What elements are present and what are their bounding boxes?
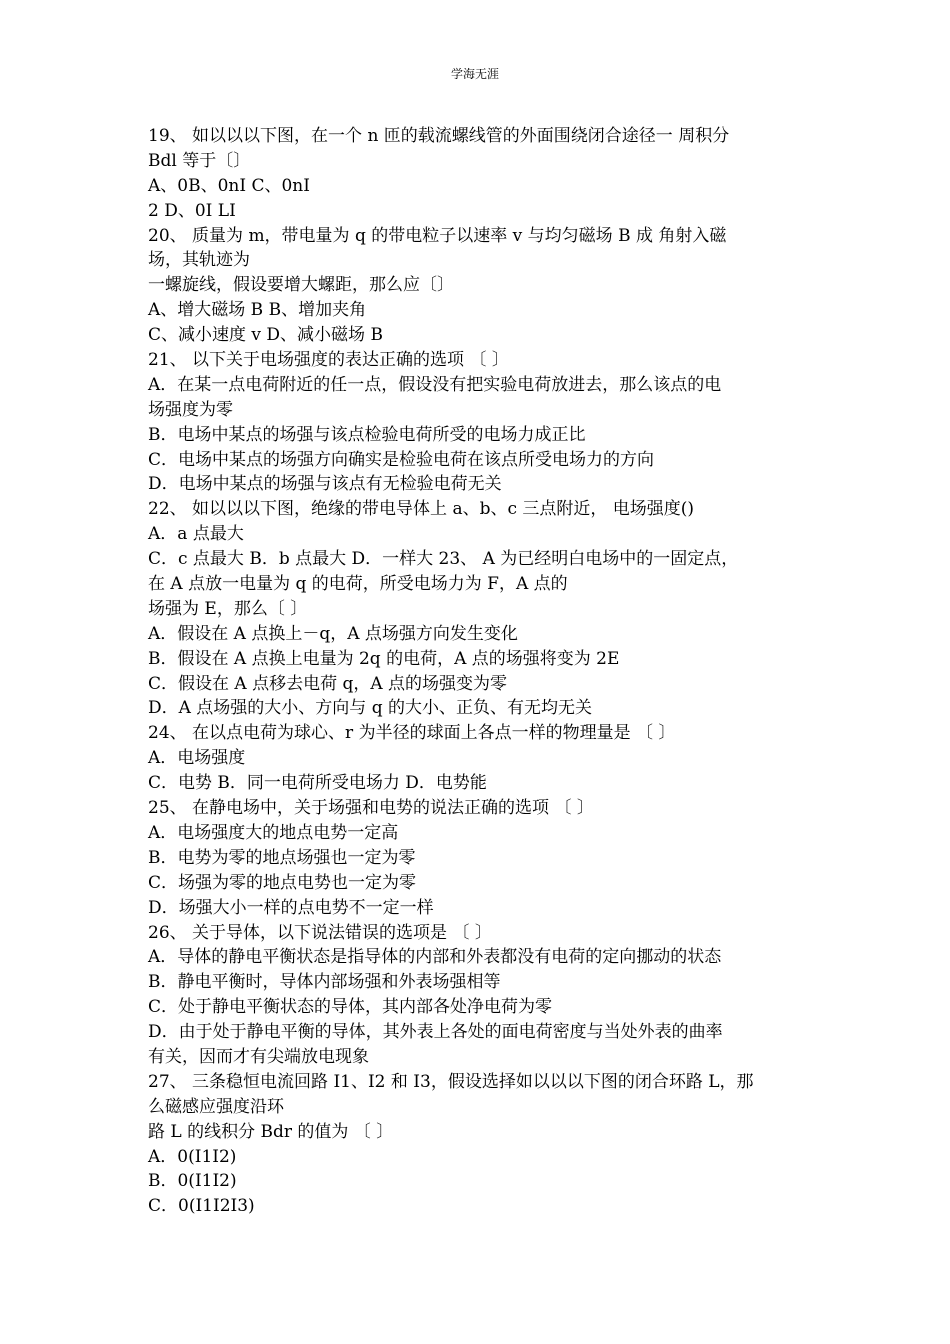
text-line: 么磁感应强度沿环	[148, 1096, 284, 1117]
text-line: 26、 关于导体，以下说法错误的选项是 〔 〕	[148, 922, 492, 943]
text-line: A、增大磁场 B B、增加夹角	[148, 300, 367, 321]
text-line: 25、 在静电场中，关于场强和电势的说法正确的选项 〔 〕	[148, 798, 594, 819]
text-line: C．电势 B．同一电荷所受电场力 D．电势能	[148, 773, 487, 794]
text-line: A．电场强度大的地点电势一定高	[148, 822, 399, 843]
text-line: Bdl 等于〔〕	[148, 150, 251, 171]
text-line: C、减小速度 v D、减小磁场 B	[148, 325, 383, 346]
text-line: 24、 在以点电荷为球心、r 为半径的球面上各点一样的物理量是 〔 〕	[148, 723, 676, 744]
text-line: D．由于处于静电平衡的导体，其外表上各处的面电荷密度与当处外表的曲率	[148, 1022, 723, 1043]
text-line: C．电场中某点的场强方向确实是检验电荷在该点所受电场力的方向	[148, 449, 655, 470]
text-line: D．A 点场强的大小、方向与 q 的大小、正负、有无均无关	[148, 698, 592, 719]
text-line: B．静电平衡时，导体内部场强和外表场强相等	[148, 972, 501, 993]
text-line: 场强度为零	[148, 399, 233, 420]
text-line: D．场强大小一样的点电势不一定一样	[148, 897, 434, 918]
text-line: B．0(I1I2)	[148, 1171, 237, 1192]
text-line: A．0(I1I2)	[148, 1146, 237, 1167]
text-line: D．电场中某点的场强与该点有无检验电荷无关	[148, 474, 502, 495]
text-line: A．在某一点电荷附近的任一点，假设没有把实验电荷放进去，那么该点的电	[148, 374, 722, 395]
text-line: 21、 以下关于电场强度的表达正确的选项 〔 〕	[148, 350, 509, 371]
text-line: C．c 点最大 B．b 点最大 D．一样大 23、 A 为已经明白电场中的一固定点，	[148, 549, 739, 570]
text-line: 有关，因而才有尖端放电现象	[148, 1046, 369, 1067]
text-line: 19、 如以以以下图，在一个 n 匝的载流螺线管的外面围绕闭合途径一 周积分	[148, 126, 730, 146]
text-line: 20、 质量为 m，带电量为 q 的带电粒子以速率 v 与均匀磁场 B 成 角射入磁	[148, 225, 727, 246]
text-line: 2 D、0I LI	[148, 200, 236, 221]
text-line: C．场强为零的地点电势也一定为零	[148, 872, 417, 893]
text-line: B．电势为零的地点场强也一定为零	[148, 847, 416, 868]
text-line: A、0B、0nI C、0nI	[148, 175, 310, 196]
text-line: C．处于静电平衡状态的导体，其内部各处净电荷为零	[148, 997, 553, 1018]
text-line: A．导体的静电平衡状态是指导体的内部和外表都没有电荷的定向挪动的状态	[148, 947, 722, 968]
text-line: A．假设在 A 点换上－q，A 点场强方向发生变化	[148, 623, 518, 644]
text-line: 场，其轨迹为	[148, 250, 250, 271]
text-line: 27、 三条稳恒电流回路 I1、I2 和 I3，假设选择如以以以下图的闭合环路 L，那	[148, 1071, 754, 1092]
text-line: A．电场强度	[148, 748, 246, 769]
text-line: B．假设在 A 点换上电量为 2q 的电荷，A 点的场强将变为 2E	[148, 648, 620, 669]
text-line: 场强为 E，那么〔 〕	[148, 598, 308, 619]
text-line: C．假设在 A 点移去电荷 q，A 点的场强变为零	[148, 673, 508, 694]
text-line: 在 A 点放一电量为 q 的电荷，所受电场力为 F，A 点的	[148, 574, 568, 595]
text-line: 22、 如以以以下图，绝缘的带电导体上 a、b、c 三点附近， 电场强度()	[148, 499, 695, 520]
text-line: 一螺旋线，假设要增大螺距，那么应〔〕	[148, 275, 454, 296]
text-line: 路 L 的线积分 Bdr 的值为 〔 〕	[148, 1121, 394, 1142]
document-body	[148, 124, 808, 1219]
page-header: 学海无涯	[450, 67, 499, 81]
text-line: B．电场中某点的场强与该点检验电荷所受的电场力成正比	[148, 424, 586, 445]
text-line: C．0(I1I2I3)	[148, 1196, 255, 1217]
text-line: A．a 点最大	[148, 524, 244, 545]
